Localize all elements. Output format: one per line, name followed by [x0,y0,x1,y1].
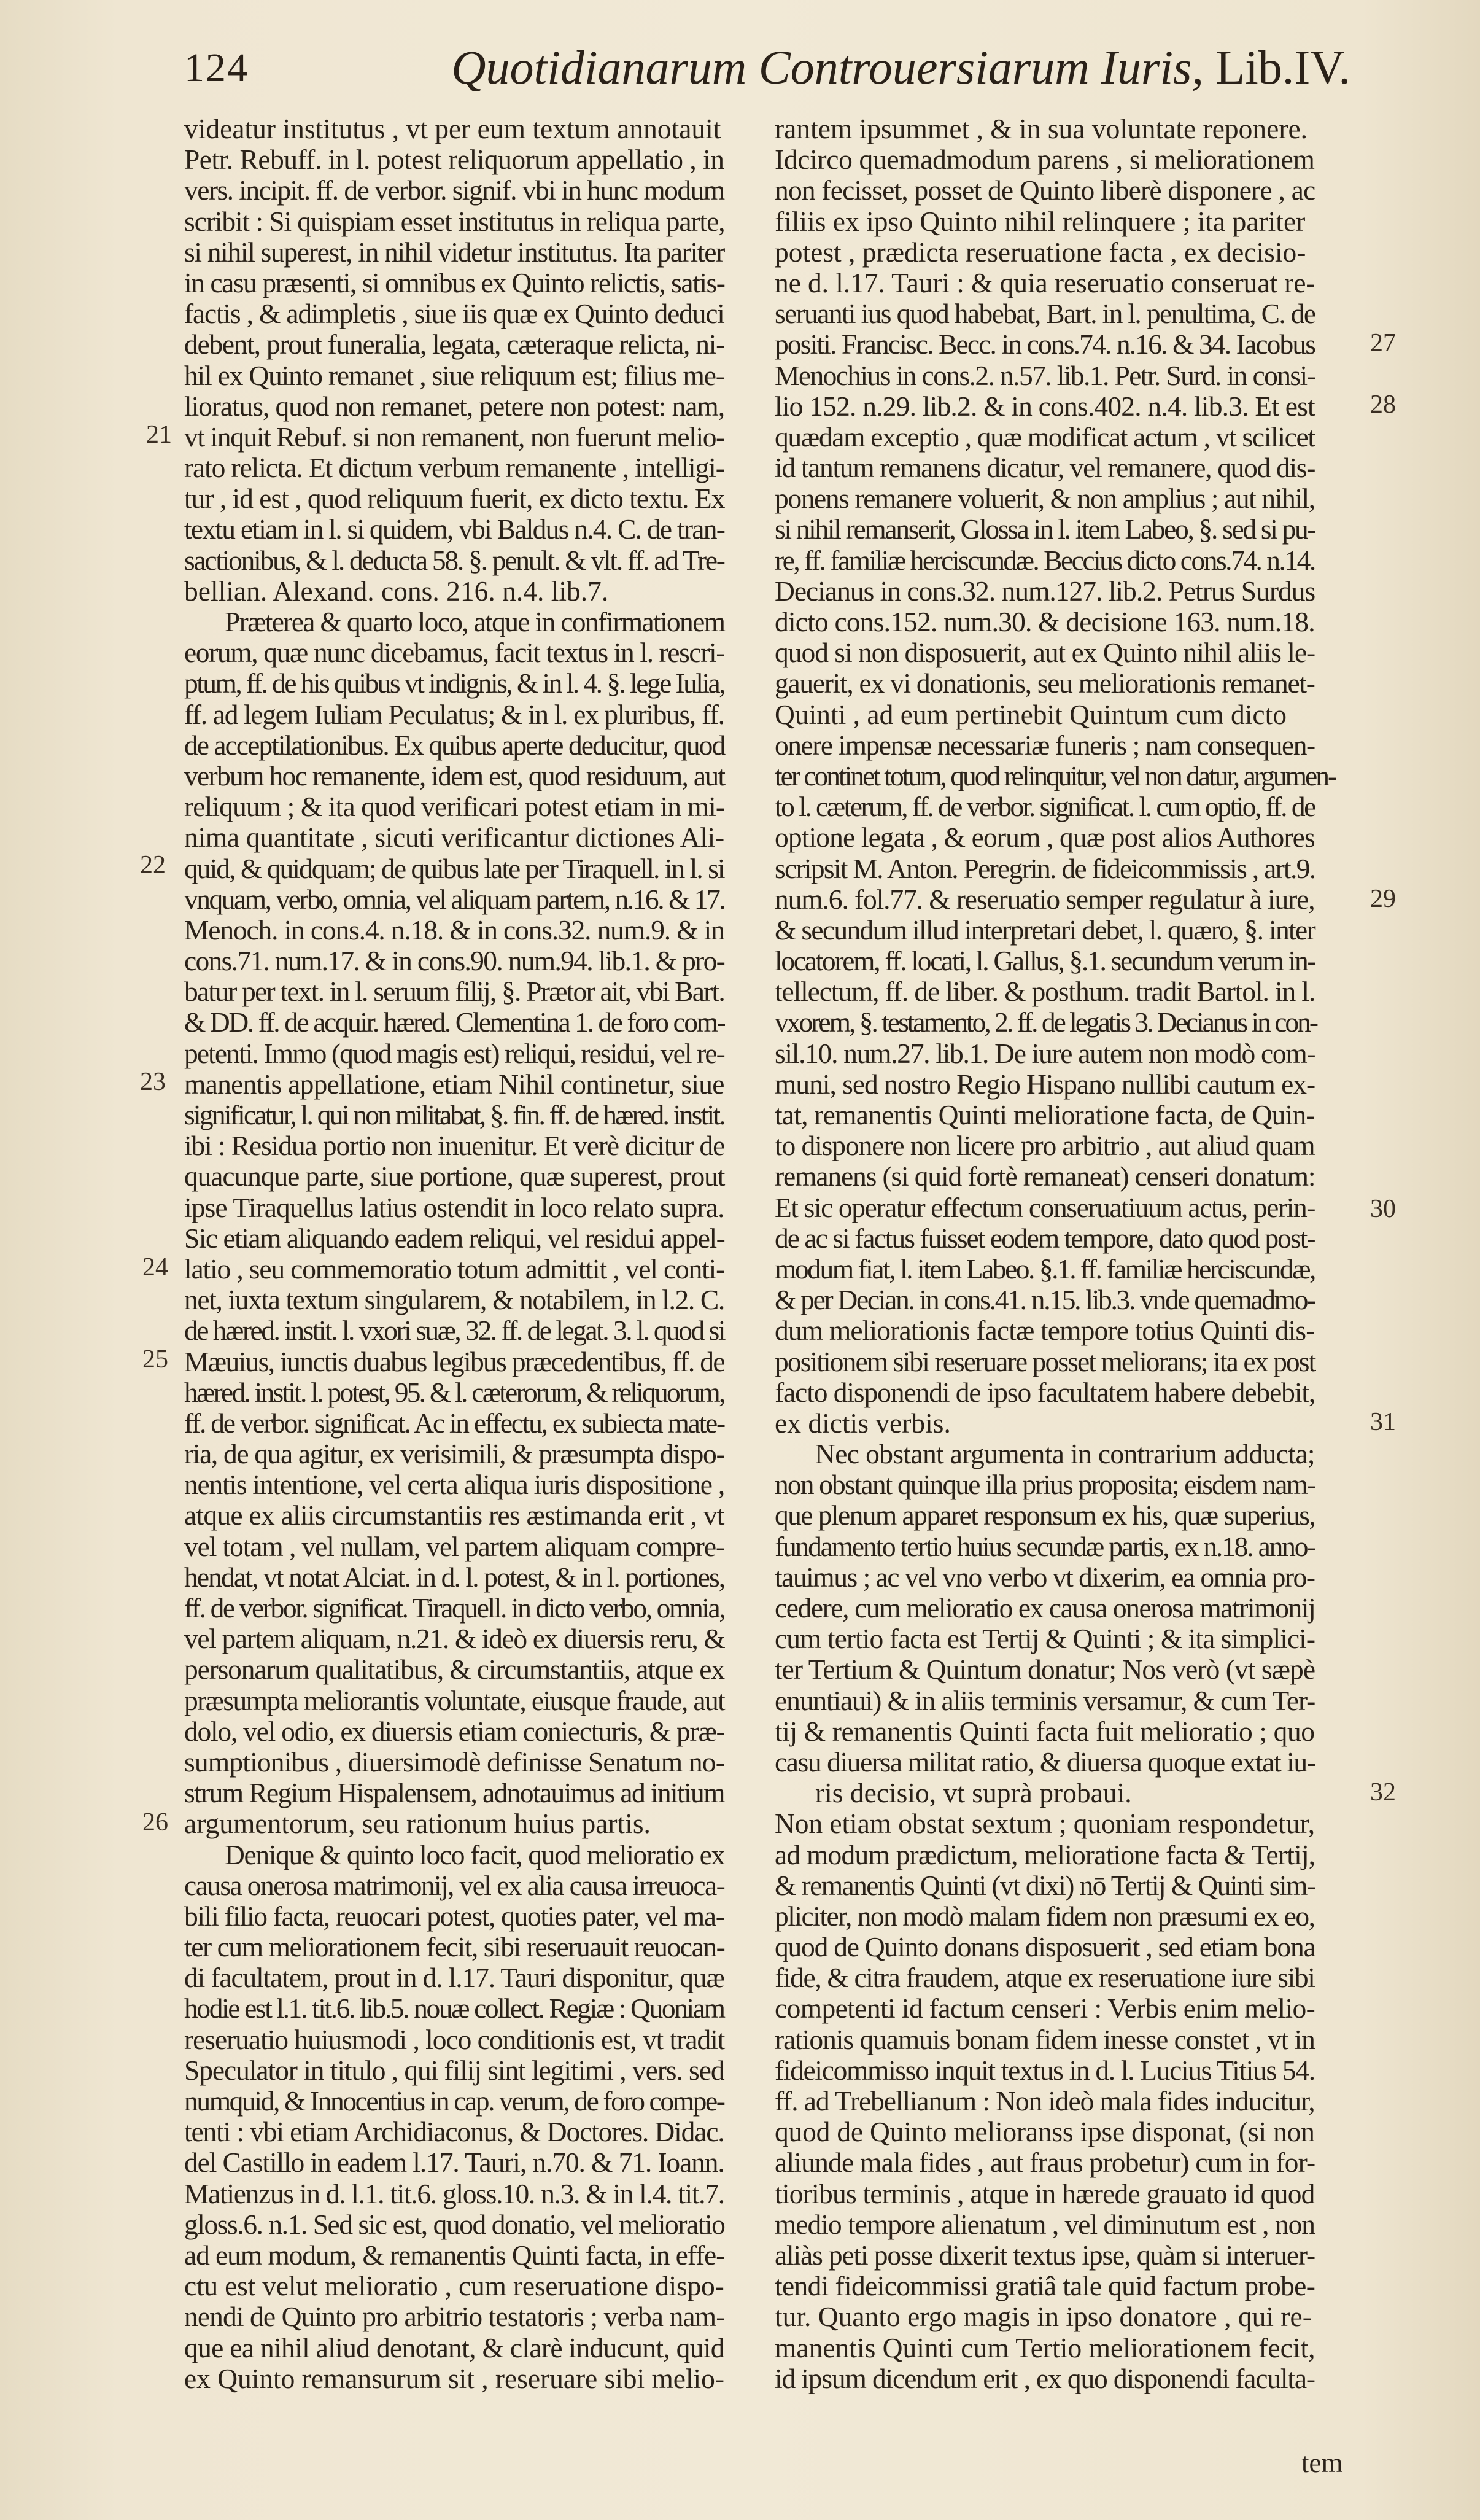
text-line: tioribus terminis , atque in hærede grauato id quod [775,2177,1315,2209]
text-line: Præterea & quarto loco, atque in confirmationem [225,606,725,637]
text-line: vnquam, verbo, omnia, vel aliquam partem, n.16. & 17. [184,883,725,915]
text-line: causa onerosa matrimonij, vel ex alia causa irreuoca- [184,1869,725,1901]
catchword: tem [1301,2448,1343,2478]
margin-number: 29 [1370,885,1396,913]
text-line: dicto cons.152. num.30. & decisione 163. num.18. [775,606,1315,637]
text-line: tat, remanentis Quinti melioratione facta, de Quin- [775,1099,1315,1130]
text-line: manentis Quinti cum Tertio meliorationem fecit, [775,2331,1315,2363]
margin-number: 28 [1370,391,1396,419]
text-line: que ea nihil aliud denotant, & clarè inducunt, quid [184,2331,724,2363]
text-line: filiis ex ipso Quinto nihil relinquere ; ita pariter [775,205,1306,237]
text-line: personarum qualitatibus, & circumstantiis, atque ex [184,1654,724,1686]
text-line: cedere, cum melioratio ex causa onerosa matrimonij [775,1592,1315,1624]
text-line: hendat, vt notat Alciat. in d. l. potest, & in l. portiones, [184,1561,725,1593]
text-line: Sic etiam aliquando eadem reliqui, vel residui appel- [184,1222,725,1254]
text-line: eorum, quæ nunc dicebamus, facit textus in l. rescri- [184,637,724,669]
page-header [184,34,1350,107]
text-line: batur per text. in l. seruum filij, §. Prætor ait, vbi Bart. [184,976,724,1008]
text-line: tur , id est , quod reliquum fuerit, ex dicto textu. Ex [184,483,725,515]
text-line: Idcirco quemadmodum parens , si meliorationem [775,144,1315,176]
text-line: ter Tertium & Quintum donatur; Nos verò (vt sæpè [775,1654,1315,1686]
text-line: Petr. Rebuff. in l. potest reliquorum appellatio , in [184,144,724,176]
text-line: ex dictis verbis. [775,1407,951,1439]
text-line: petenti. Immo (quod magis est) reliqui, residui, vel re- [184,1037,724,1069]
text-line: si nihil superest, in nihil videtur institutus. Ita pariter [184,236,724,268]
text-line: cons.71. num.17. & in cons.90. num.94. lib.1. & pro- [184,945,725,977]
text-line: hil ex Quinto remanet , siue reliquum est; filius me- [184,359,724,391]
text-line: ad eum modum, & remanentis Quinti facta, in effe- [184,2239,725,2271]
text-line: nentis intentione, vel certa aliqua iuris dispositione , [184,1469,724,1501]
text-line: numquid, & Innocentius in cap. verum, de foro compe- [184,2085,724,2117]
text-line: factis , & adimpletis , siue iis quæ ex Quinto deduci [184,298,724,330]
text-line: potest , prædicta reseruatione facta , ex decisio- [775,236,1306,268]
text-line: sumptionibus , diuersimodè definisse Senatum no- [184,1746,725,1778]
text-line: dolo, vel odio, ex diuersis etiam coniecturis, & præ- [184,1715,725,1747]
text-line: sil.10. num.27. lib.1. De iure autem non modò com- [775,1037,1315,1069]
book-label: Lib.IV. [1215,41,1350,94]
text-line: vel partem aliquam, n.21. & ideò ex diuersis reru, & [184,1623,725,1655]
text-line: tellectum, ff. de liber. & posthum. tradit Bartol. in l. [775,976,1315,1008]
margin-number: 32 [1370,1778,1396,1806]
text-line: quid, & quidquam; de quibus late per Tiraquell. in l. si [184,852,724,884]
text-line: scripsit M. Anton. Peregrin. de fideicommissis , art.9. [775,852,1315,884]
text-line: onere impensæ necessariæ funeris ; nam consequen- [775,729,1315,761]
text-line: to l. cæterum, ff. de verbor. significat. l. cum optio, ff. de [775,791,1315,823]
text-line: optione legata , & eorum , quæ post alios Authores [775,822,1315,854]
text-line: rato relicta. Et dictum verbum remanente , intelligi- [184,452,724,484]
text-line: & per Decian. in cons.41. n.15. lib.3. vnde quemadmo- [775,1284,1315,1316]
text-line: significatur, l. qui non militabat, §. fin. ff. de hæred. instit. [184,1099,724,1130]
text-line: præsumpta meliorantis voluntate, eiusque fraude, aut [184,1684,725,1716]
text-line: scribit : Si quispiam esset institutus in reliqua parte, [184,205,725,237]
text-line: remanens (si quid fortè remaneat) censeri donatum: [775,1161,1315,1192]
margin-number: 27 [1370,329,1396,357]
text-line: Denique & quinto loco facit, quod melioratio ex [225,1838,724,1870]
text-line: tur. Quanto ergo magis in ipso donatore , qui re- [775,2301,1312,2333]
text-line: latio , seu commemoratio totum admittit , vel conti- [184,1253,725,1285]
text-line: positionem sibi reseruare posset meliorans; ita ex post [775,1345,1315,1377]
text-line: aliunde mala fides , aut fraus probetur) cum in for- [775,2147,1315,2179]
text-line: tenti : vbi etiam Archidiaconus, & Doctores. Didac. [184,2116,724,2148]
text-line: num.6. fol.77. & reseruatio semper regulatur à iure, [775,883,1315,915]
text-line: Mæuius, iunctis duabus legibus præcedentibus, ff. de [184,1345,724,1377]
right-text-column [775,113,1336,2394]
text-line: ibi : Residua portio non inuenitur. Et verè dicitur de [184,1130,725,1162]
text-line: & secundum illud interpretari debet, l. quæro, §. inter [775,914,1315,946]
left-text-column [184,114,724,2394]
text-line: fide, & citra fraudem, atque ex reseruatione iure sibi [775,1962,1315,1994]
text-line: del Castillo in eadem l.17. Tauri, n.70. & 71. Ioann. [184,2147,724,2179]
text-line: id tantum remanens dicatur, vel remanere, quod dis- [775,452,1315,484]
text-line: rationis quamuis bonam fidem inesse constet , vt in [775,2023,1315,2055]
text-line: modum fiat, l. item Labeo. §.1. ff. familiæ herciscundæ, [775,1253,1315,1285]
text-line: ff. ad legem Iuliam Peculatus; & in l. ex pluribus, ff. [184,698,724,730]
text-line: reseruatio huiusmodi , loco conditionis est, vt tradit [184,2023,725,2055]
text-line: dum meliorationis factæ tempore totius Quinti dis- [775,1315,1315,1347]
text-line: ff. de verbor. significat. Tiraquell. in dicto verbo, omnia, [184,1592,725,1624]
text-line: aliàs peti posse dixerit textus ipse, quàm si interuer- [775,2239,1315,2271]
text-line: nima quantitate , sicuti verificantur dictiones Ali- [184,822,724,854]
text-line: lio 152. n.29. lib.2. & in cons.402. n.4. lib.3. Et est [775,390,1315,422]
text-line: de acceptilationibus. Ex quibus aperte deducitur, quod [184,729,725,761]
margin-number: 25 [142,1345,168,1374]
text-line: quod de Quinto melioranss ipse disponat, (si non [775,2116,1315,2148]
text-line: locatorem, ff. locati, l. Gallus, §.1. secundum verum in- [775,945,1315,977]
text-line: id ipsum dicendum erit , ex quo disponendi faculta- [775,2362,1315,2394]
text-line: ad modum prædictum, melioratione facta & Tertij, [775,1838,1315,1870]
text-line: tauimus ; ac vel vno verbo vt dixerim, ea omnia pro- [775,1561,1315,1593]
text-line: vt inquit Rebuf. si non remanent, non fuerunt melio- [184,421,724,453]
text-line: non obstant quinque illa prius proposita; eisdem nam- [775,1469,1315,1501]
text-line: Nec obstant argumenta in contrarium adducta; [815,1438,1315,1470]
text-line: textu etiam in l. si quidem, vbi Baldus n.4. C. de tran- [184,513,725,545]
text-line: ris decisio, vt suprà probaui. [815,1777,1132,1809]
text-line: reliquum ; & ita quod verificari potest etiam in mi- [184,791,725,823]
text-line: muni, sed nostro Regio Hispano nullibi cautum ex- [775,1068,1315,1100]
text-line: vers. incipit. ff. de verbor. signif. vbi in hunc modum [184,174,724,206]
text-line: competenti id factum censeri : Verbis enim melio- [775,1993,1315,2024]
text-line: verbum hoc remanente, idem est, quod residuum, aut [184,760,725,791]
text-line: manentis appellatione, etiam Nihil continetur, siue [184,1068,724,1100]
text-line: vxorem, §. testamento, 2. ff. de legatis 3. Decianus in con- [775,1006,1317,1038]
text-line: Menochius in cons.2. n.57. lib.1. Petr. Surd. in consi- [775,359,1315,391]
text-line: nendi de Quinto pro arbitrio testatoris ; verba nam- [184,2301,725,2333]
text-line: ipse Tiraquellus latius ostendit in loco relato supra. [184,1191,724,1223]
text-line: vel totam , vel nullam, vel partem aliquam compre- [184,1530,724,1562]
text-line: cum tertio facta est Tertij & Quinti ; & ita simplici- [775,1623,1315,1655]
margin-number: 31 [1370,1408,1396,1436]
text-line: Menoch. in cons.4. n.18. & in cons.32. num.9. & in [184,914,724,946]
text-line: ff. ad Trebellianum : Non ideò mala fides inducitur, [775,2085,1315,2117]
text-line: re, ff. familiæ herciscundæ. Beccius dicto cons.74. n.14. [775,544,1315,576]
text-line: quædam exceptio , quæ modificat actum , vt scilicet [775,421,1315,453]
text-line: bili filio facta, reuocari potest, quoties pater, vel ma- [184,1900,724,1932]
text-line: seruanti ius quod habebat, Bart. in l. penultima, C. de [775,298,1315,330]
text-line: Non etiam obstat sextum ; quoniam respondetur, [775,1808,1315,1840]
text-line: argumentorum, seu rationum huius partis. [184,1808,651,1840]
text-line: bellian. Alexand. cons. 216. n.4. lib.7. [184,575,609,607]
text-line: ff. de verbor. significat. Ac in effectu, ex subiecta mate- [184,1407,724,1439]
text-line: non fecisset, posset de Quinto liberè disponere , ac [775,174,1315,206]
text-line: debent, prout funeralia, legata, cæteraque relicta, ni- [184,329,724,360]
text-line: sactionibus, & l. deducta 58. §. penult. & vlt. ff. ad Tre- [184,544,724,576]
text-line: strum Regium Hispalensem, adnotauimus ad initium [184,1777,724,1809]
text-line: ter continet totum, quod relinquitur, vel non datur, argumen- [775,760,1336,791]
text-line: ctu est velut melioratio , cum reseruatione dispo- [184,2270,724,2302]
text-line: Et sic operatur effectum conseruatiuum actus, perin- [775,1191,1315,1223]
text-line: si nihil remanserit, Glossa in l. item Labeo, §. sed si pu- [775,513,1315,545]
text-line: ne d. l.17. Tauri : & quia reseruatio conseruat re- [775,266,1315,298]
text-line: enuntiaui) & in aliis terminis versamur, & cum Ter- [775,1684,1315,1716]
text-line: net, iuxta textum singularem, & notabilem, in l.2. C. [184,1284,724,1316]
text-line: in casu præsenti, si omnibus ex Quinto relictis, satis- [184,266,725,298]
text-line: quacunque parte, siue portione, quæ superest, prout [184,1161,725,1192]
text-line: hæred. instit. l. potest, 95. & l. cæterorum, & reliquorum, [184,1376,724,1408]
text-line: quod de Quinto donans disposuerit , sed etiam bona [775,1931,1315,1963]
text-line: gloss.6. n.1. Sed sic est, quod donatio, vel melioratio [184,2208,725,2240]
margin-number: 30 [1370,1195,1396,1223]
margin-number: 22 [140,851,166,879]
text-line: atque ex aliis circumstantiis res æstimanda erit , vt [184,1499,724,1531]
text-line: videatur institutus , vt per eum textum annotauit [184,113,721,144]
text-line: & DD. ff. de acquir. hæred. Clementina 1. de foro com- [184,1006,725,1038]
text-line: de hæred. instit. l. vxori suæ, 32. ff. de legat. 3. l. quod si [184,1315,724,1347]
text-line: pliciter, non modò malam fidem non præsumi ex eo, [775,1900,1315,1932]
text-line: & remanentis Quinti (vt dixi) nō Tertij & Quinti sim- [775,1869,1315,1901]
text-line: que plenum apparet responsum ex his, quæ superius, [775,1499,1315,1531]
margin-number: 26 [142,1808,168,1837]
text-line: to disponere non licere pro arbitrio , aut aliud quam [775,1130,1315,1162]
text-line: facto disponendi de ipso facultatem habere debebit, [775,1376,1315,1408]
text-line: fundamento tertio huius secundæ partis, ex n.18. anno- [775,1530,1315,1562]
margin-number: 24 [142,1253,168,1281]
text-line: tij & remanentis Quinti facta fuit melioratio ; quo [775,1715,1315,1747]
text-line: ria, de qua agitur, ex verisimili, & præsumpta dispo- [184,1438,725,1470]
text-line: quod si non disposuerit, aut ex Quinto nihil aliis le- [775,637,1315,669]
text-line: tendi fideicommissi gratiâ tale quid factum probe- [775,2270,1315,2302]
running-title-text: Quotidianarum Controuersiarum Iuris, [451,41,1204,94]
text-line: Decianus in cons.32. num.127. lib.2. Petrus Surdus [775,575,1315,607]
text-line: ponens remanere voluerit, & non amplius ; aut nihil, [775,483,1315,515]
text-line: ex Quinto remansurum sit , reseruare sibi melio- [184,2362,724,2394]
text-line: medio tempore alienatum , vel diminutum est , non [775,2208,1315,2240]
running-title [451,40,1350,95]
text-line: gauerit, ex vi donationis, seu meliorationis remanet- [775,667,1315,699]
margin-number: 21 [146,421,172,449]
text-line: de ac si factus fuisset eodem tempore, dato quod post- [775,1222,1315,1254]
text-line: casu diuersa militat ratio, & diuersa quoque extat iu- [775,1746,1315,1778]
page-number: 124 [184,45,249,90]
text-line: hodie est l.1. tit.6. lib.5. nouæ collect. Regiæ : Quoniam [184,1993,724,2024]
text-line: positi. Francisc. Becc. in cons.74. n.16. & 34. Iacobus [775,329,1315,360]
text-line: Speculator in titulo , qui filij sint legitimi , vers. sed [184,2054,724,2086]
text-line: ter cum meliorationem fecit, sibi reseruauit reuocan- [184,1931,725,1963]
text-line: lioratus, quod non remanet, petere non potest: nam, [184,390,725,422]
margin-number: 23 [140,1068,166,1096]
text-line: di facultatem, prout in d. l.17. Tauri disponitur, quæ [184,1962,724,1994]
text-line: rantem ipsummet , & in sua voluntate reponere. [775,113,1308,144]
text-line: ptum, ff. de his quibus vt indignis, & in l. 4. §. lege Iulia, [184,667,725,699]
text-line: fideicommisso inquit textus in d. l. Lucius Titius 54. [775,2054,1315,2086]
text-line: Quinti , ad eum pertinebit Quintum cum dicto [775,698,1287,730]
text-line: Matienzus in d. l.1. tit.6. gloss.10. n.3. & in l.4. tit.7. [184,2177,724,2209]
